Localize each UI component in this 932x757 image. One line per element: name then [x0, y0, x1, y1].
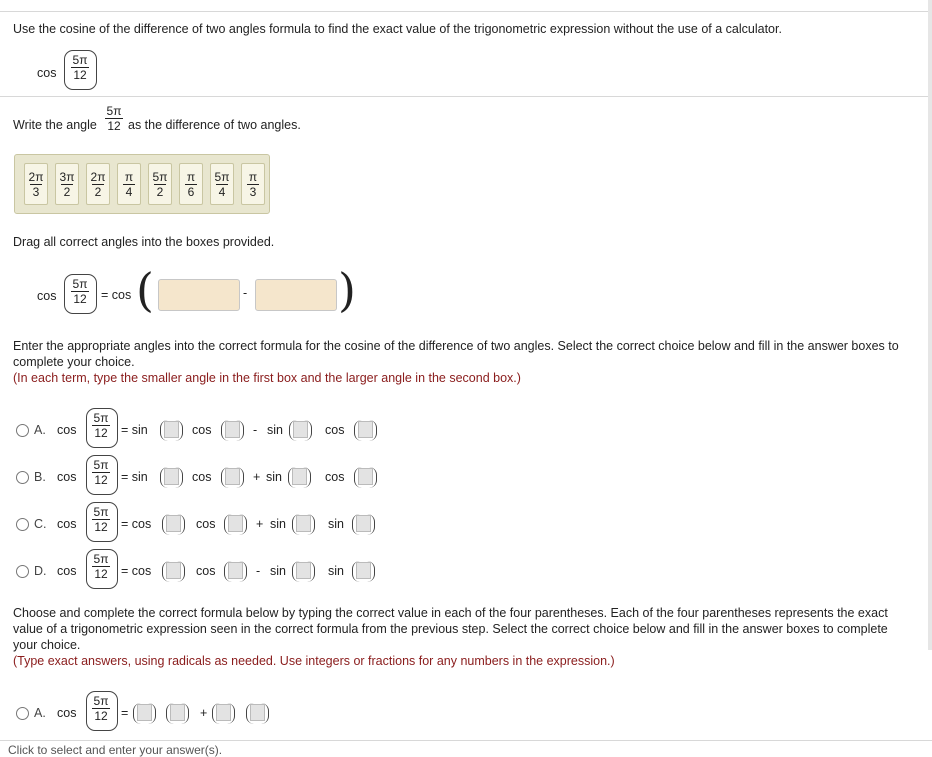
- angle-tile[interactable]: 2π 2: [86, 163, 110, 205]
- answer-paren: [352, 514, 375, 535]
- choice-fraction: $\frac{5\pi}{12}$: [93, 552, 109, 581]
- answer-paren: [292, 514, 315, 535]
- minus-sign: -: [243, 286, 248, 300]
- angle-tile[interactable]: π 3: [241, 163, 265, 205]
- angle-tile[interactable]: 3π 2: [55, 163, 79, 205]
- term-fn: = sin: [121, 470, 148, 484]
- big-right-paren: ): [338, 263, 356, 317]
- answer-box[interactable]: [166, 515, 181, 532]
- term-fn: sin: [328, 564, 344, 578]
- answer-box[interactable]: [228, 515, 243, 532]
- answer-box[interactable]: [358, 421, 373, 438]
- step3-instruction: Choose and complete the correct formula below by typing the correct value in each of the four parentheses. Each of the four parentheses represents the exact value of a trigonometric expression seen in the correct formula from the previous step. Select the correct choice below and fill in the answer boxes to complete your choice.: [13, 606, 888, 652]
- choice-c-radio[interactable]: [16, 518, 29, 531]
- step1-prompt-after: as the difference of two angles.: [128, 118, 301, 132]
- choice-fraction: $\frac{5\pi}{12}$: [93, 505, 109, 534]
- answer-paren: [166, 703, 189, 724]
- angle-tile[interactable]: 5π 2: [148, 163, 172, 205]
- operator: +: [253, 470, 261, 484]
- term-fn: sin: [270, 517, 286, 531]
- answer-paren: [354, 467, 377, 488]
- operator: +: [200, 706, 208, 720]
- term-fn: sin: [328, 517, 344, 531]
- term-fn: = cos: [121, 564, 152, 578]
- footer-divider: [0, 740, 932, 741]
- equals-sign: =: [121, 706, 129, 720]
- choice-lhs-fn: cos: [57, 470, 77, 484]
- equation-fn: cos: [37, 289, 57, 303]
- term-fn: cos: [325, 470, 345, 484]
- section-divider: [0, 96, 932, 97]
- drag-hint: Drag all correct angles into the boxes provided.: [13, 235, 275, 249]
- step3-choice-a-radio[interactable]: [16, 707, 29, 720]
- angle-tile[interactable]: π 4: [117, 163, 141, 205]
- choice-letter: B.: [34, 470, 46, 484]
- operator: -: [253, 423, 258, 437]
- choice-letter: A.: [34, 706, 46, 720]
- step1-angle-fraction: $\frac{5\pi}{12}$: [106, 104, 122, 133]
- answer-paren: [289, 420, 312, 441]
- answer-paren: [160, 467, 183, 488]
- scrollbar[interactable]: [928, 0, 932, 650]
- choice-lhs-fn: cos: [57, 564, 77, 578]
- answer-box[interactable]: [170, 704, 185, 721]
- term-fn: cos: [192, 470, 212, 484]
- answer-box[interactable]: [228, 562, 243, 579]
- answer-box[interactable]: [356, 562, 371, 579]
- drop-box-first-angle[interactable]: [158, 279, 240, 311]
- term-fn: = sin: [121, 423, 148, 437]
- answer-box[interactable]: [164, 468, 179, 485]
- term-fn: sin: [270, 564, 286, 578]
- choice-fraction: $\frac{5\pi}{12}$: [93, 411, 109, 440]
- drop-box-second-angle[interactable]: [255, 279, 337, 311]
- answer-box[interactable]: [137, 704, 152, 721]
- choice-d-radio[interactable]: [16, 565, 29, 578]
- term-fn: cos: [192, 423, 212, 437]
- operator: +: [256, 517, 264, 531]
- equation-fraction: $\frac{5\pi}{12}$: [72, 277, 88, 306]
- answer-paren: [224, 514, 247, 535]
- step2-hint: (In each term, type the smaller angle in the first box and the larger angle in the second box.): [13, 371, 521, 385]
- answer-paren: [221, 467, 244, 488]
- question-fraction: $\frac{5\pi}{12}$: [72, 53, 88, 82]
- answer-box[interactable]: [250, 704, 265, 721]
- answer-paren: [246, 703, 269, 724]
- term-fn: cos: [196, 517, 216, 531]
- answer-box[interactable]: [216, 704, 231, 721]
- term-fn: cos: [196, 564, 216, 578]
- choice-a-radio[interactable]: [16, 424, 29, 437]
- answer-paren: [212, 703, 235, 724]
- choice-letter: A.: [34, 423, 46, 437]
- answer-box[interactable]: [296, 562, 311, 579]
- answer-paren: [162, 561, 185, 582]
- answer-box[interactable]: [293, 421, 308, 438]
- question-fn: cos: [37, 66, 57, 80]
- choice-lhs-fn: cos: [57, 517, 77, 531]
- angle-tile[interactable]: 5π 4: [210, 163, 234, 205]
- term-fn: sin: [267, 423, 283, 437]
- answer-paren: [352, 561, 375, 582]
- question-instruction: Use the cosine of the difference of two angles formula to find the exact value of the trigonometric expression without the use of a calculator.: [13, 22, 782, 36]
- term-fn: sin: [266, 470, 282, 484]
- operator: -: [256, 564, 261, 578]
- term-fn: cos: [325, 423, 345, 437]
- answer-paren: [160, 420, 183, 441]
- term-fn: = cos: [121, 517, 152, 531]
- answer-paren: [162, 514, 185, 535]
- step2-instruction: Enter the appropriate angles into the correct formula for the cosine of the difference of two angles. Select the correct choice below and fill in the answer boxes to complete your choice.: [13, 339, 899, 369]
- angle-tile[interactable]: π 6: [179, 163, 203, 205]
- equals-cos: = cos: [101, 288, 132, 302]
- choice-b-radio[interactable]: [16, 471, 29, 484]
- answer-box[interactable]: [225, 421, 240, 438]
- angle-tile[interactable]: 2π 3: [24, 163, 48, 205]
- choice-fraction: $\frac{5\pi}{12}$: [93, 694, 109, 723]
- answer-box[interactable]: [164, 421, 179, 438]
- answer-box[interactable]: [225, 468, 240, 485]
- answer-box[interactable]: [356, 515, 371, 532]
- answer-box[interactable]: [296, 515, 311, 532]
- top-divider: [0, 11, 932, 12]
- step3-hint: (Type exact answers, using radicals as needed. Use integers or fractions for any numbers in the expression.): [13, 654, 615, 668]
- angle-tile-bank: [14, 154, 270, 214]
- choice-fraction: $\frac{5\pi}{12}$: [93, 458, 109, 487]
- choice-lhs-fn: cos: [57, 423, 77, 437]
- answer-paren: [354, 420, 377, 441]
- footer-hint: Click to select and enter your answer(s).: [8, 743, 223, 757]
- choice-letter: D.: [34, 564, 47, 578]
- answer-box[interactable]: [166, 562, 181, 579]
- answer-box[interactable]: [292, 468, 307, 485]
- answer-paren: [292, 561, 315, 582]
- choice-letter: C.: [34, 517, 47, 531]
- answer-paren: [224, 561, 247, 582]
- step1-prompt-before: Write the angle: [13, 118, 97, 132]
- choice-lhs-fn: cos: [57, 706, 77, 720]
- big-left-paren: (: [136, 263, 154, 317]
- answer-paren: [288, 467, 311, 488]
- answer-box[interactable]: [358, 468, 373, 485]
- answer-paren: [221, 420, 244, 441]
- answer-paren: [133, 703, 156, 724]
